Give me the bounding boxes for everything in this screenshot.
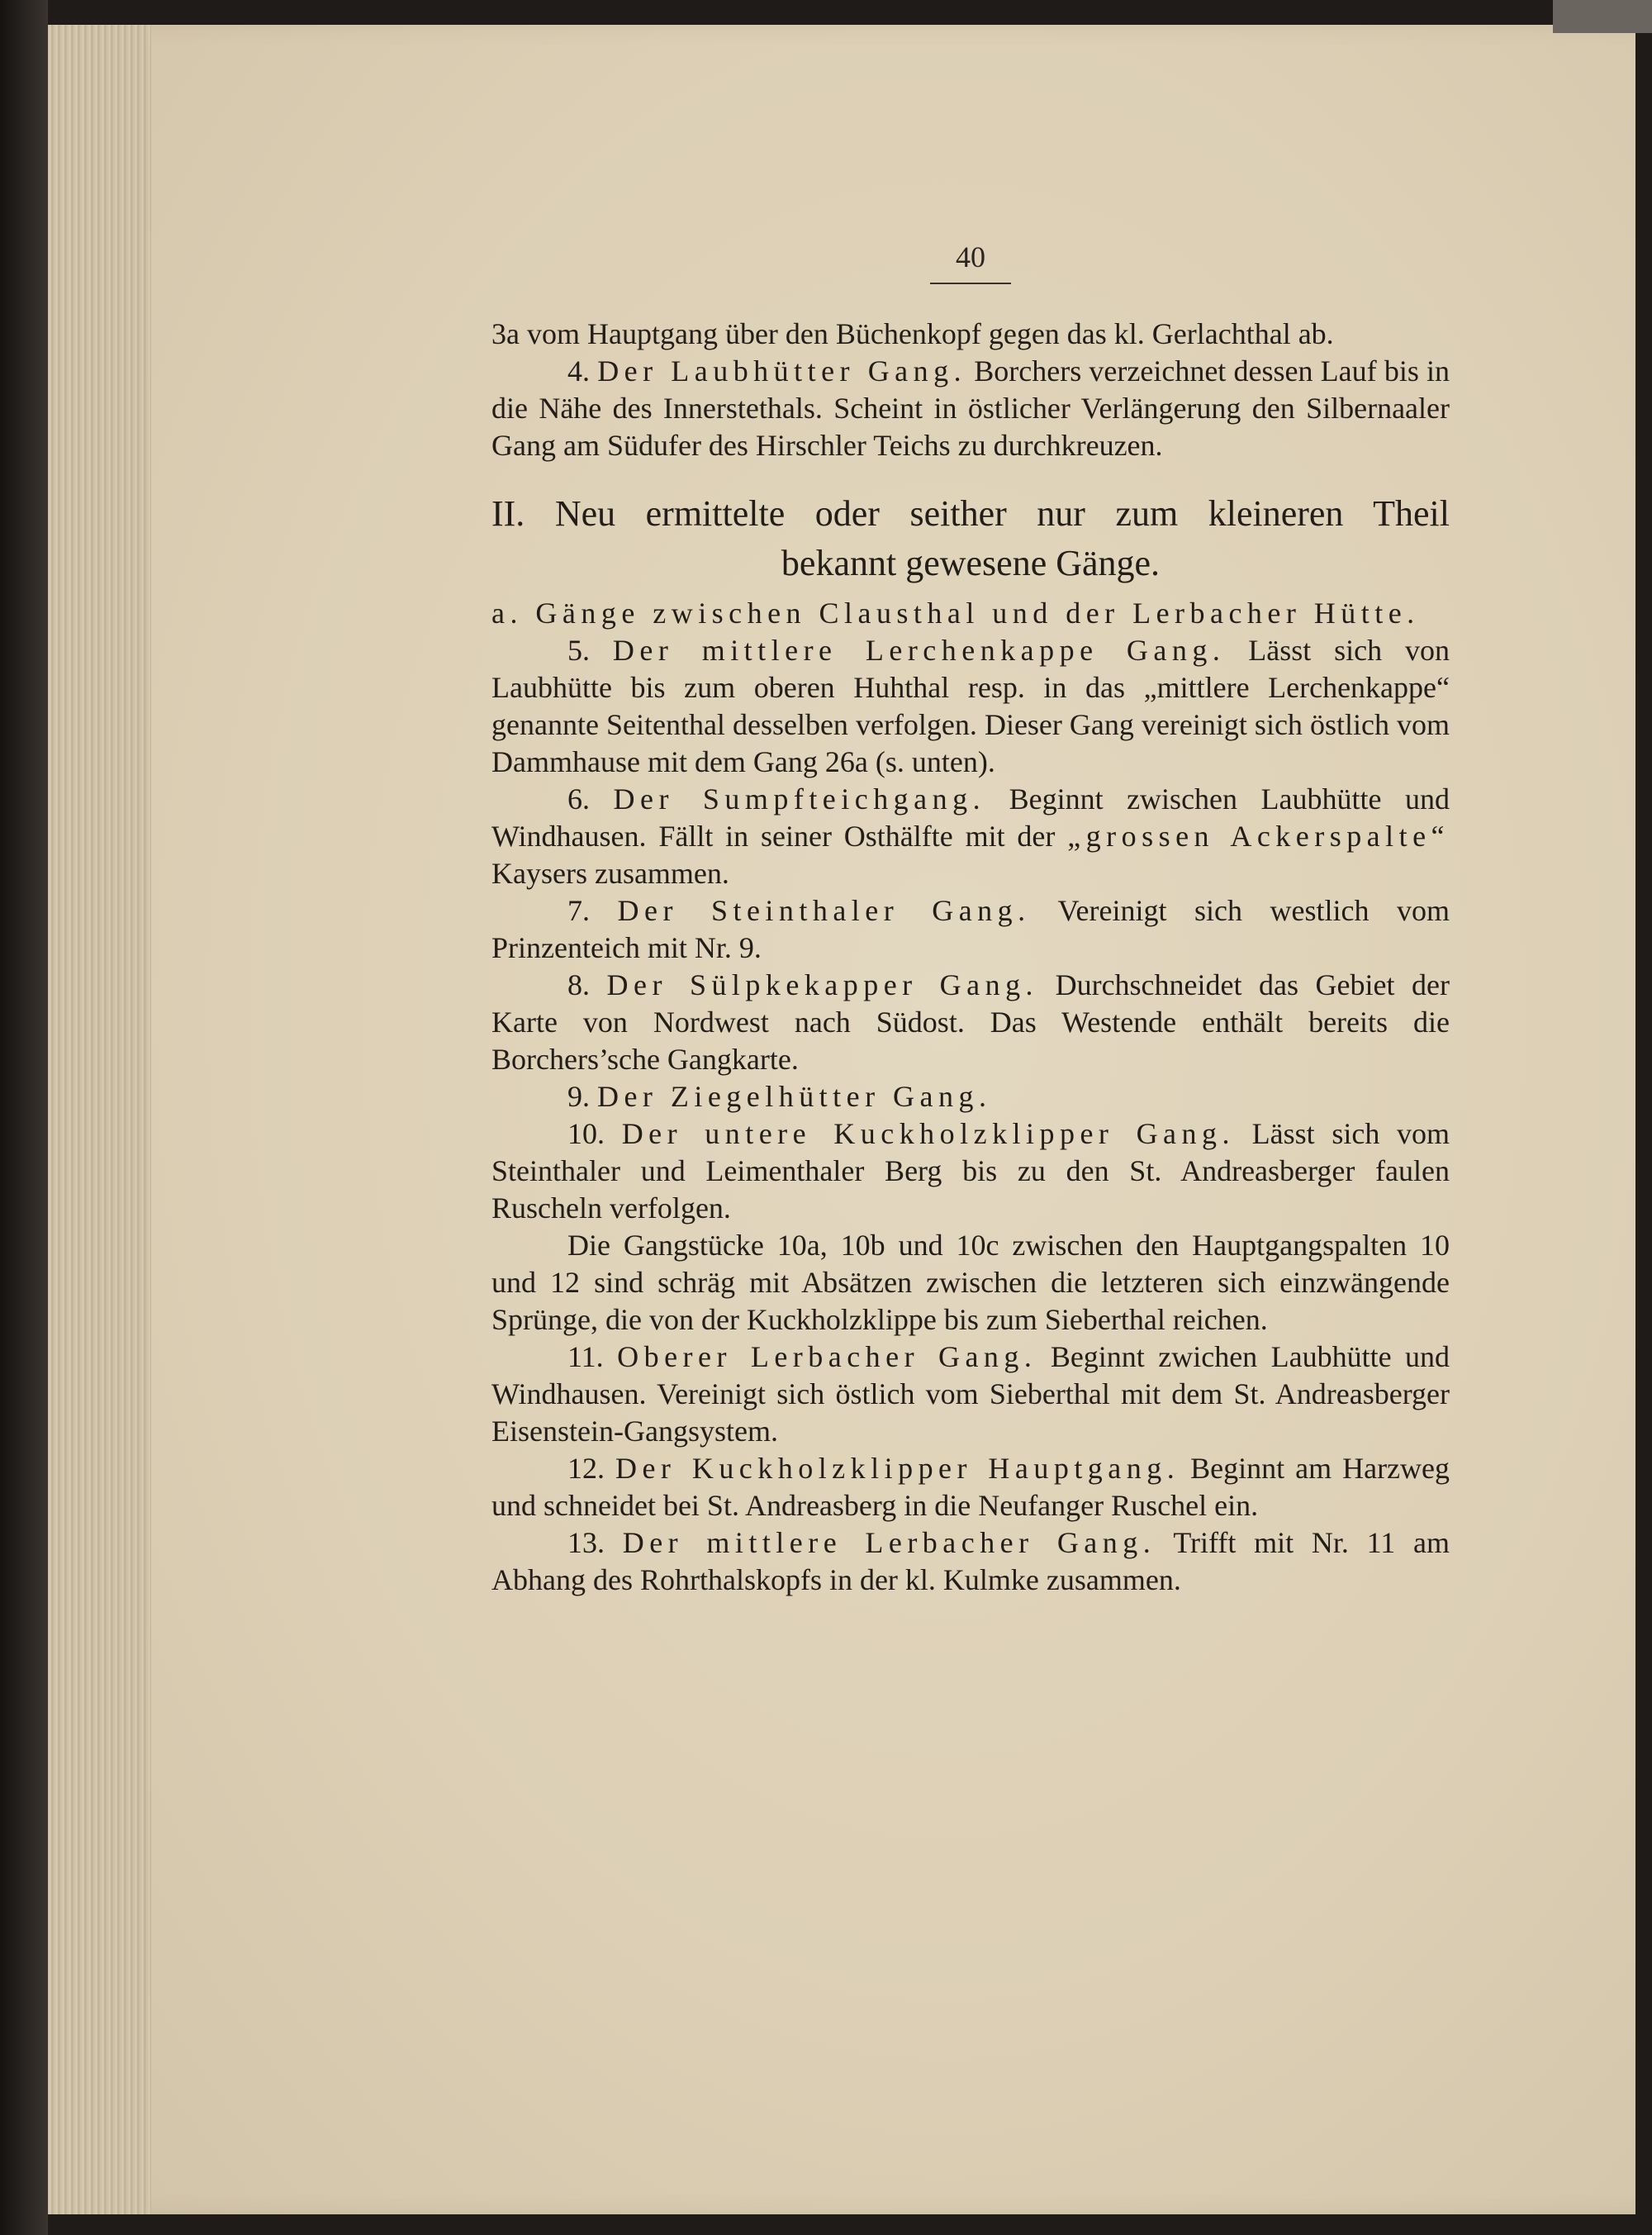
- item-11-number: 11.: [567, 1340, 604, 1373]
- item-6-emphasis: „grossen Ackerspalte“: [1067, 820, 1450, 853]
- item-6-name: Der Sumpfteichgang.: [613, 782, 986, 816]
- item-9-number: 9.: [567, 1080, 590, 1113]
- item-6: [491, 781, 1450, 892]
- continuation-paragraph: 3a vom Hauptgang über den Büchenkopf gegen das kl. Gerlachthal ab.: [491, 317, 1334, 350]
- item-4-number: 4.: [567, 354, 590, 388]
- page-edges: [48, 25, 151, 2214]
- item-11-text: Beginnt zwichen Laubhütte und Windhausen. Vereinigt sich östlich vom Sieberthal mit dem St. Andreasberger Eisenstein-Gangsystem.: [491, 1340, 1450, 1448]
- item-10-name: Der untere Kuckholzklipper Gang.: [621, 1117, 1235, 1150]
- item-9: [491, 1078, 1450, 1115]
- section-heading-line1: II. Neu ermittelte oder seither nur zum kleineren Theil: [491, 493, 1450, 534]
- item-6-number: 6.: [567, 782, 590, 816]
- item-10: [491, 1115, 1450, 1227]
- item-9-name: Der Ziegelhütter Gang.: [597, 1080, 992, 1113]
- item-7-number: 7.: [567, 894, 590, 927]
- item-7: [491, 892, 1450, 967]
- gangstuecke-paragraph: Die Gangstücke 10a, 10b und 10c zwischen den Hauptgangspalten 10 und 12 sind schräg mit Absätzen zwischen die letzteren sich einzwängende Sprünge, die von der Kuckholzklippe bis zum Sieberthal reichen.: [491, 1229, 1450, 1336]
- item-10-number: 10.: [567, 1117, 605, 1150]
- item-10-text: Lässt sich vom Steinthaler und Leimenthaler Berg bis zu den St. Andreasberger faulen Ruscheln verfolgen.: [491, 1117, 1450, 1224]
- item-7-name: Der Steinthaler Gang.: [617, 894, 1031, 927]
- item-11-name: Oberer Lerbacher Gang.: [617, 1340, 1037, 1373]
- page-number: 40: [956, 240, 985, 273]
- text-block: [491, 316, 1450, 1599]
- item-11: [491, 1339, 1450, 1450]
- page-number-rule: [930, 283, 1011, 284]
- item-4-name: Der Laubhütter Gang.: [597, 354, 967, 388]
- item-8: [491, 967, 1450, 1078]
- item-6-text-b: Kaysers zusammen.: [491, 857, 729, 890]
- item-8-number: 8.: [567, 968, 590, 1001]
- item-12-name: Der Kuckholzklipper Hauptgang.: [615, 1452, 1180, 1485]
- item-12-number: 12.: [567, 1452, 605, 1485]
- item-13-number: 13.: [567, 1526, 605, 1559]
- item-13-name: Der mittlere Lerbacher Gang.: [622, 1526, 1156, 1559]
- item-12: [491, 1450, 1450, 1524]
- item-13: [491, 1524, 1450, 1599]
- item-5-text: Lässt sich von Laubhütte bis zum oberen Huhthal resp. in das „mittlere Lerchenkappe“ genannte Seitenthal desselben verfolgen. Dieser Gang vereinigt sich östlich vom Dammhause mit dem Gang 26a (s. unten).: [491, 634, 1450, 778]
- item-8-text: Durchschneidet das Gebiet der Karte von Nordwest nach Südost. Das Westende enthält bereits die Borchers’sche Gangkarte.: [491, 968, 1450, 1076]
- section-heading-line2: bekannt gewesene Gänge.: [781, 543, 1161, 583]
- item-5-number: 5.: [567, 634, 590, 667]
- item-4-text: Borchers verzeichnet dessen Lauf bis in die Nähe des Innerstethals. Scheint in östlicher Verlängerung den Silbernaaler Gang am Südufer des Hirschler Teichs zu durchkreuzen.: [491, 354, 1450, 462]
- scan-corner: [1553, 0, 1652, 33]
- section-heading: [491, 489, 1450, 588]
- item-12-text: Beginnt am Harzweg und schneidet bei St. Andreasberg in die Neufanger Ruschel ein.: [491, 1452, 1450, 1522]
- item-7-text: Vereinigt sich westlich vom Prinzenteich mit Nr. 9.: [491, 894, 1450, 964]
- item-8-name: Der Sülpkekapper Gang.: [606, 968, 1039, 1001]
- item-4: [491, 353, 1450, 464]
- item-5: [491, 632, 1450, 781]
- item-6-text-a: Beginnt zwischen Laubhütte und Windhausen. Fällt in seiner Osthälfte mit der: [491, 782, 1450, 853]
- book-binding: [0, 0, 48, 2235]
- item-13-text: Trifft mit Nr. 11 am Abhang des Rohrthalskopfs in der kl. Kulmke zusammen.: [491, 1526, 1450, 1596]
- subsection-heading: a. Gänge zwischen Clausthal und der Lerbacher Hütte.: [491, 597, 1420, 630]
- item-5-name: Der mittlere Lerchenkappe Gang.: [612, 634, 1226, 667]
